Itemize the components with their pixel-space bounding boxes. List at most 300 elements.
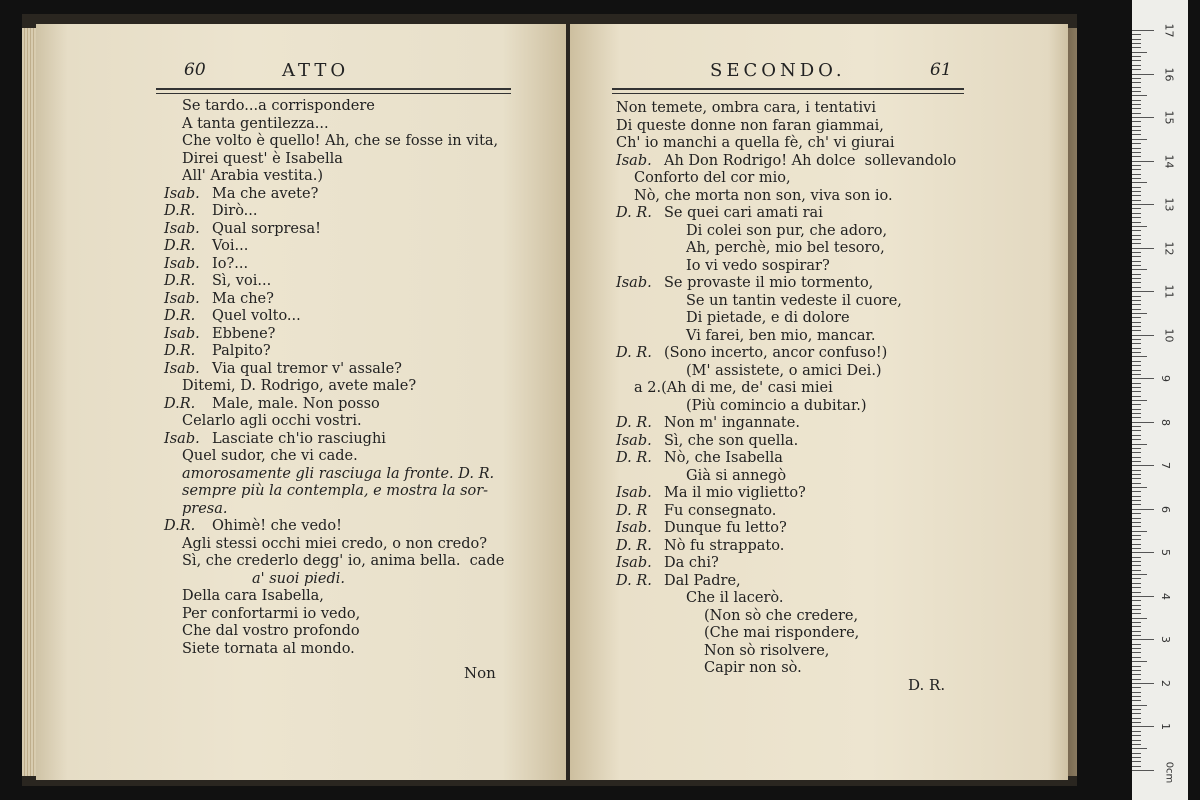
left-line — [164, 623, 504, 641]
right-line — [616, 468, 956, 486]
ruler-tick — [1132, 330, 1141, 331]
ruler-tick — [1132, 169, 1141, 170]
ruler-tick — [1132, 217, 1141, 218]
left-page — [36, 24, 566, 780]
ruler-tick — [1132, 417, 1141, 418]
speaker-label: D. R — [616, 502, 648, 519]
ruler-tick — [1132, 74, 1154, 75]
right-line — [616, 275, 956, 293]
ruler-tick — [1132, 744, 1141, 745]
ruler-tick — [1132, 82, 1141, 83]
ruler-tick — [1132, 648, 1141, 649]
verse-text: Ah, perchè, mio bel tesoro, — [686, 240, 885, 256]
speaker-label: D.R. — [164, 273, 196, 289]
ruler-number: 12 — [1162, 241, 1176, 256]
right-line — [616, 310, 956, 328]
ruler-tick — [1132, 243, 1141, 244]
ruler-tick — [1132, 705, 1147, 706]
ruler-tick — [1132, 457, 1141, 458]
ruler-tick — [1132, 378, 1154, 379]
verse-text: Già si annegò — [686, 467, 787, 484]
verse-text: Se provaste il mio tormento, — [664, 275, 874, 291]
verse-text: Nò, che morta non son, viva son io. — [634, 187, 893, 204]
left-line — [164, 168, 504, 186]
right-line — [616, 153, 956, 171]
verse-text: Ah Don Rodrigo! Ah dolce sollevandolo — [664, 152, 957, 169]
ruler-tick — [1132, 361, 1141, 362]
verse-text: Non m' ingannate. — [664, 415, 800, 431]
ruler-tick — [1132, 235, 1141, 236]
verse-text: Lasciate ch'io rasciughi — [212, 430, 386, 447]
verse-text: Direi quest' è Isabella — [182, 150, 343, 167]
ruler-tick — [1132, 666, 1141, 667]
right-line — [616, 188, 956, 206]
ruler-tick — [1132, 148, 1141, 149]
verse-text: (Che mai rispondere, — [704, 625, 860, 641]
speaker-label: Isab. — [616, 432, 652, 449]
ruler-tick — [1132, 696, 1141, 697]
ruler-tick — [1132, 282, 1141, 283]
verse-text: (Sono incerto, ancor confuso!) — [664, 345, 888, 361]
verse-text: All' Arabia vestita.) — [182, 168, 323, 184]
ruler-number: 14 — [1162, 154, 1176, 169]
left-line — [164, 606, 504, 624]
ruler-tick — [1132, 622, 1141, 623]
ruler-tick — [1132, 661, 1147, 662]
ruler-tick — [1132, 613, 1141, 614]
ruler-number: 4 — [1159, 592, 1172, 600]
ruler-tick — [1132, 65, 1141, 66]
verse-text: Ma che avete? — [212, 185, 319, 202]
ruler-tick — [1132, 444, 1147, 445]
ruler-tick — [1132, 252, 1141, 253]
left-line — [164, 256, 504, 274]
left-line — [164, 378, 504, 396]
ruler-number: 7 — [1159, 462, 1172, 470]
verse-text: Agli stessi occhi miei credo, o non credo? — [182, 535, 488, 552]
right-line — [616, 573, 956, 591]
ruler-tick — [1132, 248, 1154, 249]
ruler-tick — [1132, 43, 1141, 44]
running-head-right: SECONDO. — [710, 60, 846, 81]
ruler-tick — [1132, 600, 1141, 601]
right-line — [616, 485, 956, 503]
ruler-tick — [1132, 121, 1141, 122]
verse-text: Io vi vedo sospirar? — [686, 257, 830, 274]
verse-text: Ch' io manchi a quella fè, ch' vi giurai — [616, 135, 895, 151]
ruler-tick — [1132, 544, 1141, 545]
ruler-tick — [1132, 134, 1141, 135]
ruler-tick — [1132, 309, 1141, 310]
verse-text: Che volto è quello! Ah, che se fosse in vita, — [182, 133, 499, 149]
ruler-tick — [1132, 504, 1141, 505]
ruler-tick — [1132, 317, 1141, 318]
ruler-tick — [1132, 439, 1141, 440]
left-line — [164, 413, 504, 431]
ruler-tick — [1132, 300, 1141, 301]
speaker-label: Isab. — [164, 360, 200, 377]
ruler-tick — [1132, 596, 1154, 597]
verse-text: (M' assistete, o amici Dei.) — [686, 362, 882, 379]
stage-direction: presa. — [182, 500, 228, 517]
ruler-tick — [1132, 87, 1141, 88]
ruler-tick — [1132, 770, 1154, 771]
speaker-label: Isab. — [616, 152, 652, 169]
ruler-tick — [1132, 339, 1141, 340]
ruler-tick — [1132, 156, 1141, 157]
verse-text: Non sò risolvere, — [704, 642, 830, 659]
ruler-tick — [1132, 396, 1141, 397]
catchword-left: Non — [464, 664, 496, 682]
verse-text: Dal Padre, — [664, 572, 741, 589]
verse-text: A tanta gentilezza... — [182, 115, 329, 132]
speaker-label: D. R. — [616, 415, 652, 431]
left-line — [164, 571, 504, 589]
right-line — [616, 660, 956, 678]
verse-text: a 2.(Ah di me, de' casi miei — [634, 380, 833, 396]
ruler-tick — [1132, 326, 1141, 327]
ruler-tick — [1132, 631, 1141, 632]
ruler-tick — [1132, 108, 1141, 109]
verse-text: Sì, che crederlo degg' io, anima bella. cade — [182, 553, 505, 569]
ruler-tick — [1132, 256, 1141, 257]
measuring-ruler — [1132, 0, 1188, 800]
ruler-tick — [1132, 652, 1141, 653]
ruler-number: 3 — [1159, 636, 1172, 644]
ruler-number: 17 — [1162, 23, 1176, 38]
ruler-tick — [1132, 465, 1154, 466]
verse-text: Ebbene? — [212, 325, 276, 342]
ruler-tick — [1132, 700, 1141, 701]
ruler-tick — [1132, 213, 1141, 214]
ruler-tick — [1132, 713, 1141, 714]
ruler-number: 1 — [1159, 723, 1172, 731]
ruler-tick — [1132, 274, 1141, 275]
left-line — [164, 308, 504, 326]
verse-text: Della cara Isabella, — [182, 588, 324, 604]
left-line — [164, 361, 504, 379]
ruler-tick — [1132, 78, 1141, 79]
ruler-tick — [1132, 34, 1141, 35]
speaker-label: D.R. — [164, 308, 196, 324]
ruler-number: 11 — [1162, 284, 1176, 299]
ruler-number: 9 — [1159, 375, 1172, 383]
ruler-tick — [1132, 100, 1141, 101]
verse-text: Ditemi, D. Rodrigo, avete male? — [182, 378, 417, 394]
ruler-tick — [1132, 113, 1141, 114]
ruler-number: 13 — [1162, 197, 1176, 212]
ruler-tick — [1132, 726, 1154, 727]
speaker-label: D.R. — [164, 238, 196, 254]
ruler-tick — [1132, 709, 1141, 710]
ruler-tick — [1132, 208, 1141, 209]
ruler-tick — [1132, 735, 1141, 736]
running-head-left: ATTO — [282, 60, 350, 81]
ruler-tick — [1132, 230, 1141, 231]
speaker-label: Isab. — [164, 325, 200, 342]
ruler-tick — [1132, 766, 1141, 767]
speaker-label: D. R. — [616, 205, 652, 221]
ruler-tick — [1132, 570, 1141, 571]
speaker-label: Isab. — [164, 255, 200, 272]
ruler-tick — [1132, 674, 1141, 675]
ruler-tick — [1132, 626, 1141, 627]
ruler-number: 15 — [1162, 110, 1176, 125]
verse-text: Voi... — [212, 238, 249, 254]
ruler-tick — [1132, 609, 1141, 610]
right-line — [616, 135, 956, 153]
ruler-tick — [1132, 757, 1141, 758]
ruler-tick — [1132, 670, 1141, 671]
ruler-tick — [1132, 692, 1141, 693]
ruler-tick — [1132, 269, 1147, 270]
ruler-tick — [1132, 535, 1141, 536]
ruler-tick — [1132, 522, 1141, 523]
ruler-tick — [1132, 518, 1141, 519]
ruler-tick — [1132, 748, 1147, 749]
ruler-tick — [1132, 618, 1147, 619]
right-line — [616, 555, 956, 573]
ruler-tick — [1132, 605, 1141, 606]
ruler-tick — [1132, 335, 1154, 336]
ruler-tick — [1132, 95, 1147, 96]
left-line — [164, 151, 504, 169]
right-line — [616, 170, 956, 188]
right-line — [616, 205, 956, 223]
ruler-tick — [1132, 474, 1141, 475]
right-line — [616, 590, 956, 608]
verse-text: Nò fu strappato. — [664, 537, 785, 554]
ruler-tick — [1132, 422, 1154, 423]
right-line — [616, 608, 956, 626]
ruler-tick — [1132, 583, 1141, 584]
speaker-label: Isab. — [616, 485, 652, 501]
ruler-tick — [1132, 226, 1147, 227]
verse-text: Male, male. Non posso — [212, 395, 380, 412]
left-line — [164, 448, 504, 466]
ruler-tick — [1132, 478, 1141, 479]
left-line — [164, 641, 504, 659]
ruler-tick — [1132, 548, 1141, 549]
ruler-tick — [1132, 531, 1147, 532]
ruler-tick — [1132, 191, 1141, 192]
verse-text: Che il lacerò. — [686, 590, 784, 606]
page-number-right: 61 — [930, 60, 952, 80]
ruler-tick — [1132, 491, 1141, 492]
head-rule-right — [612, 88, 964, 94]
right-page-text — [616, 100, 956, 678]
verse-text: Palpito? — [212, 343, 271, 359]
left-line — [164, 343, 504, 361]
right-line — [616, 363, 956, 381]
ruler-number: 5 — [1159, 549, 1172, 557]
ruler-tick — [1132, 174, 1141, 175]
ruler-tick — [1132, 722, 1141, 723]
ruler-tick — [1132, 513, 1141, 514]
right-line — [616, 520, 956, 538]
right-line — [616, 293, 956, 311]
right-line — [616, 345, 956, 363]
ruler-tick — [1132, 161, 1154, 162]
ruler-tick — [1132, 322, 1141, 323]
ruler-tick — [1132, 200, 1141, 201]
ruler-tick — [1132, 578, 1141, 579]
ruler-tick — [1132, 413, 1141, 414]
verse-text: Di queste donne non faran giammai, — [616, 117, 884, 134]
verse-text: Di colei son pur, che adoro, — [686, 222, 888, 239]
verse-text: Se tardo...a corrispondere — [182, 98, 375, 114]
ruler-tick — [1132, 365, 1141, 366]
right-line — [616, 625, 956, 643]
verse-text: Vi farei, ben mio, mancar. — [686, 327, 876, 344]
ruler-tick — [1132, 139, 1147, 140]
left-line — [164, 221, 504, 239]
right-line — [616, 503, 956, 521]
ruler-tick — [1132, 731, 1141, 732]
verse-text: Che dal vostro profondo — [182, 623, 360, 639]
stage-direction: sempre più la contempla, e mostra la sor- — [182, 483, 489, 499]
verse-text: (Più comincio a dubitar.) — [686, 397, 867, 414]
verse-text: Ma il mio viglietto? — [664, 485, 806, 501]
ruler-tick — [1132, 30, 1154, 31]
ruler-tick — [1132, 117, 1154, 118]
ruler-tick — [1132, 452, 1141, 453]
ruler-tick — [1132, 587, 1141, 588]
ruler-number: 10 — [1162, 328, 1176, 343]
speaker-label: D.R. — [164, 343, 196, 359]
ruler-number: 2 — [1159, 679, 1172, 687]
verse-text: Ohimè! che vedo! — [212, 518, 342, 534]
right-line — [616, 450, 956, 468]
ruler-tick — [1132, 483, 1141, 484]
verse-text: Quel sudor, che vi cade. — [182, 448, 358, 464]
ruler-number: 16 — [1162, 67, 1176, 82]
ruler-tick — [1132, 740, 1141, 741]
ruler-tick — [1132, 426, 1141, 427]
verse-text: Qual sorpresa! — [212, 220, 321, 237]
left-line — [164, 466, 504, 484]
verse-text: Se quei cari amati rai — [664, 205, 823, 221]
speaker-label: Isab. — [616, 275, 652, 291]
ruler-tick — [1132, 435, 1141, 436]
ruler-tick — [1132, 470, 1141, 471]
speaker-label: D. R. — [616, 572, 652, 589]
left-line — [164, 98, 504, 116]
ruler-tick — [1132, 291, 1154, 292]
ruler-tick — [1132, 126, 1141, 127]
left-line — [164, 273, 504, 291]
ruler-number: 8 — [1159, 418, 1172, 426]
verse-text: Nò, che Isabella — [664, 450, 783, 466]
ruler-tick — [1132, 557, 1141, 558]
ruler-tick — [1132, 195, 1141, 196]
stage-direction: amorosamente gli rasciuga la fronte. D. R. — [182, 465, 495, 482]
ruler-tick — [1132, 687, 1141, 688]
ruler-tick — [1132, 565, 1141, 566]
right-line — [616, 643, 956, 661]
verse-text: Conforto del cor mio, — [634, 170, 791, 186]
ruler-tick — [1132, 52, 1147, 53]
verse-text: Ma che? — [212, 290, 274, 307]
left-line — [164, 553, 504, 571]
ruler-tick — [1132, 343, 1141, 344]
speaker-label: D. R. — [616, 537, 652, 554]
verse-text: Per confortarmi io vedo, — [182, 605, 361, 622]
right-line — [616, 328, 956, 346]
ruler-tick — [1132, 430, 1141, 431]
left-line — [164, 483, 504, 501]
left-page-text — [164, 98, 504, 658]
ruler-tick — [1132, 348, 1141, 349]
verse-text: Celarlo agli occhi vostri. — [182, 413, 362, 429]
right-line — [616, 433, 956, 451]
ruler-tick — [1132, 487, 1147, 488]
ruler-tick — [1132, 383, 1141, 384]
verse-text: Di pietade, e di dolore — [686, 310, 850, 326]
ruler-tick — [1132, 222, 1141, 223]
ruler-tick — [1132, 400, 1147, 401]
verse-text: Fu consegnato. — [664, 502, 777, 519]
speaker-label: D. R. — [616, 450, 652, 466]
ruler-tick — [1132, 391, 1141, 392]
verse-text: Dirò... — [212, 203, 258, 219]
ruler-tick — [1132, 104, 1141, 105]
left-line — [164, 431, 504, 449]
verse-text: (Non sò che credere, — [704, 607, 859, 624]
ruler-tick — [1132, 500, 1141, 501]
right-line — [616, 258, 956, 276]
ruler-tick — [1132, 152, 1141, 153]
left-line — [164, 326, 504, 344]
ruler-tick — [1132, 761, 1141, 762]
ruler-tick — [1132, 178, 1141, 179]
ruler-tick — [1132, 143, 1141, 144]
verse-text: Sì, voi... — [212, 273, 272, 289]
ruler-tick — [1132, 182, 1147, 183]
ruler-tick — [1132, 370, 1141, 371]
right-line — [616, 538, 956, 556]
right-line — [616, 380, 956, 398]
verse-text: Siete tornata al mondo. — [182, 640, 355, 657]
ruler-tick — [1132, 352, 1141, 353]
left-line — [164, 501, 504, 519]
ruler-tick — [1132, 679, 1141, 680]
verse-text: Capir non sò. — [704, 660, 802, 676]
ruler-number: 6 — [1159, 505, 1172, 513]
ruler-tick — [1132, 552, 1154, 553]
ruler-tick — [1132, 278, 1141, 279]
ruler-tick — [1132, 165, 1141, 166]
ruler-unit-label: 0cm — [1163, 761, 1175, 784]
right-line — [616, 240, 956, 258]
ruler-tick — [1132, 265, 1141, 266]
verse-text: Io?... — [212, 255, 249, 272]
right-line — [616, 100, 956, 118]
ruler-tick — [1132, 592, 1141, 593]
ruler-tick — [1132, 639, 1154, 640]
left-line — [164, 291, 504, 309]
right-page — [570, 24, 1068, 780]
ruler-tick — [1132, 261, 1141, 262]
left-line — [164, 116, 504, 134]
ruler-tick — [1132, 387, 1141, 388]
ruler-tick — [1132, 39, 1141, 40]
ruler-tick — [1132, 683, 1154, 684]
left-line — [164, 536, 504, 554]
left-line — [164, 518, 504, 536]
right-line — [616, 415, 956, 433]
ruler-tick — [1132, 91, 1141, 92]
